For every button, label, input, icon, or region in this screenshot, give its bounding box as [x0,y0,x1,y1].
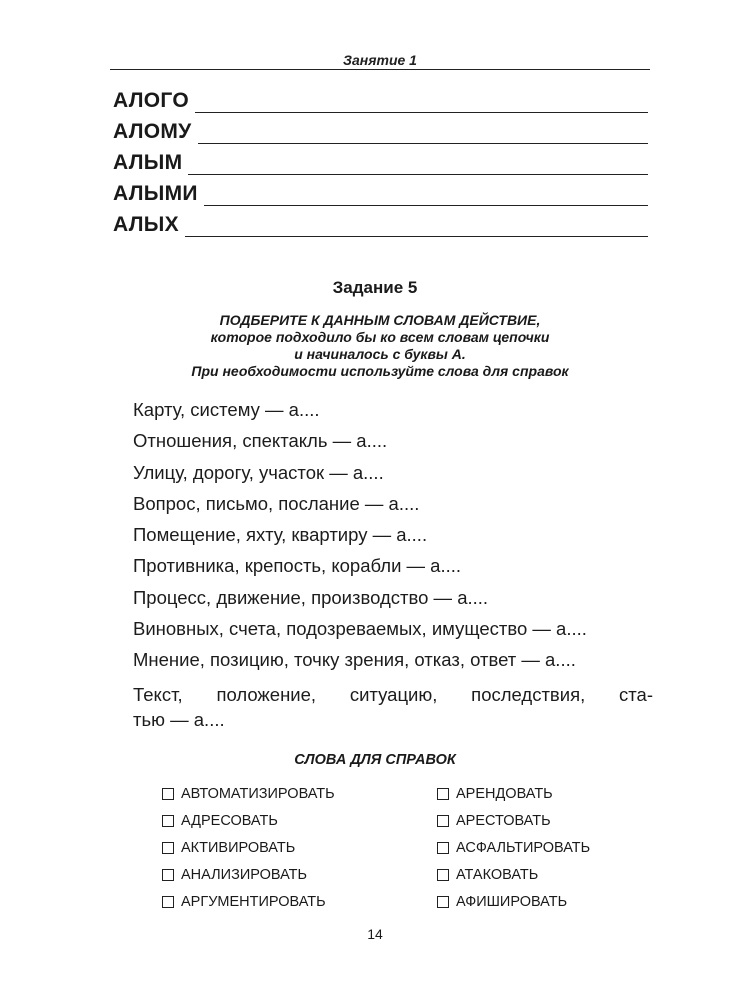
suffix-row [113,206,648,237]
suffix-word: АЛЫХ [113,213,179,236]
phrase-item: Отношения, спектакль — а.... [133,430,388,452]
reference-word: АТАКОВАТЬ [456,866,539,883]
reference-column-right [437,780,590,915]
page-number: 14 [367,926,383,942]
reference-item[interactable] [162,834,335,861]
reference-word: АСФАЛЬТИРОВАТЬ [456,839,591,856]
answer-line [188,155,648,175]
phrase-item: Мнение, позицию, точку зрения, отказ, ответ — а.... [133,649,576,671]
reference-item[interactable] [162,861,335,888]
lesson-header: Занятие 1 [343,52,417,68]
reference-word: АРЕСТОВАТЬ [456,812,551,829]
checkbox[interactable] [162,869,174,881]
suffix-row [113,82,648,113]
suffix-row [113,175,648,206]
answer-line [198,124,648,144]
header-divider [110,69,650,70]
checkbox[interactable] [162,788,174,800]
instruction-line: ПОДБЕРИТЕ К ДАННЫМ СЛОВАМ ДЕЙСТВИЕ, [219,312,541,328]
phrase-item: Процесс, движение, производство — а.... [133,586,489,608]
checkbox[interactable] [437,842,449,854]
reference-column-left [162,780,335,915]
instruction-line: которое подходило бы ко всем словам цепочки [210,329,550,345]
phrase-list [133,394,653,732]
reference-item[interactable] [437,807,590,834]
suffix-row [113,144,648,175]
reference-word: АВТОМАТИЗИРОВАТЬ [181,785,335,802]
reference-word: АРГУМЕНТИРОВАТЬ [181,893,326,910]
answer-line [185,217,648,237]
reference-word: АФИШИРОВАТЬ [456,893,568,910]
reference-word: АРЕНДОВАТЬ [456,785,553,802]
suffix-word: АЛЫМ [113,151,183,174]
phrase-item: Помещение, яхту, квартиру — а.... [133,524,428,546]
phrase-item: Текст, положение, ситуацию, последствия, ста- [133,683,653,705]
checkbox[interactable] [162,896,174,908]
suffix-list [113,82,648,237]
checkbox[interactable] [162,842,174,854]
answer-line [204,186,648,206]
phrase-item: Вопрос, письмо, послание — а.... [133,492,420,514]
suffix-word: АЛОМУ [113,120,192,143]
reference-item[interactable] [162,780,335,807]
checkbox[interactable] [437,788,449,800]
task-title: Задание 5 [332,278,418,297]
reference-item[interactable] [437,780,590,807]
phrase-item: Улицу, дорогу, участок — а.... [133,461,384,483]
phrase-item-continuation: тью — а.... [133,708,225,730]
phrase-item: Виновных, счета, подозреваемых, имущество — а.... [133,618,587,640]
reference-item[interactable] [437,861,590,888]
checkbox[interactable] [162,815,174,827]
reference-word: АНАЛИЗИРОВАТЬ [181,866,307,883]
checkbox[interactable] [437,896,449,908]
answer-line [195,93,648,113]
reference-title: СЛОВА ДЛЯ СПРАВОК [294,752,456,768]
phrase-item: Противника, крепость, корабли — а.... [133,555,462,577]
reference-item[interactable] [437,834,590,861]
reference-word: АКТИВИРОВАТЬ [181,839,296,856]
checkbox[interactable] [437,869,449,881]
suffix-word: АЛОГО [113,89,189,112]
reference-item[interactable] [162,807,335,834]
reference-word: АДРЕСОВАТЬ [181,812,278,829]
instruction-line: При необходимости используйте слова для справок [191,363,569,379]
checkbox[interactable] [437,815,449,827]
reference-item[interactable] [162,888,335,915]
suffix-row [113,113,648,144]
instruction-line: и начиналось с буквы А. [294,346,466,362]
phrase-item: Карту, систему — а.... [133,399,320,420]
reference-item[interactable] [437,888,590,915]
task-instructions [110,312,650,380]
suffix-word: АЛЫМИ [113,182,198,205]
